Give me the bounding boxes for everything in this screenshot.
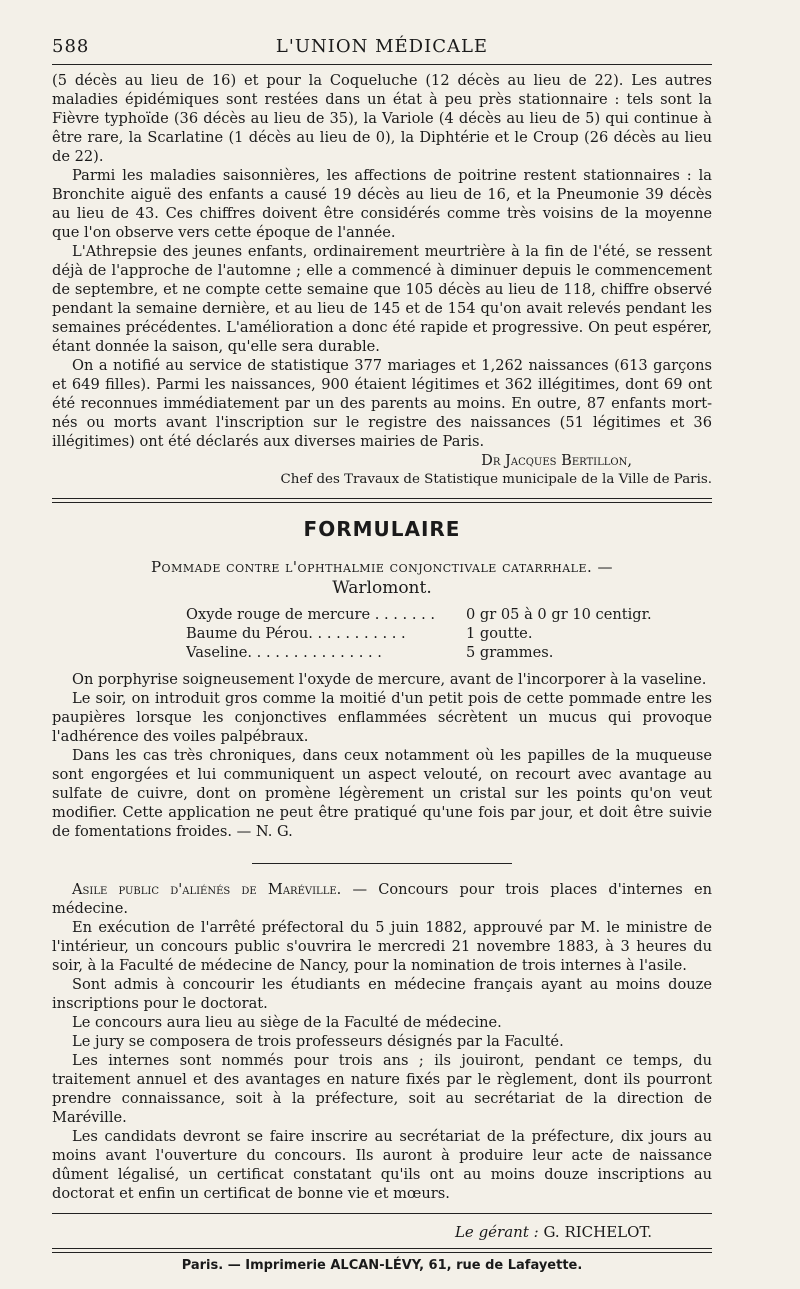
ingredient-quantity: 0 gr 05 à 0 gr 10 centigr.: [466, 606, 652, 623]
formulaire-section: [52, 517, 712, 841]
ingredient-row: [186, 624, 712, 643]
printer-imprint: Paris. — Imprimerie ALCAN-LÉVY, 61, rue de Lafayette.: [181, 1258, 583, 1273]
gerant-name: G. RICHELOT.: [538, 1223, 652, 1241]
report-paragraph: On a notifié au service de statistique 377 mariages et 1,262 naissances (613 garçons et 649 filles). Parmi les naissances, 900 étaient légitimes et 362 illégitimes, dont 69 ont été reconnues immédiatement par un des parents au moins. En outre, 87 enfants mort-nés ou morts avant l'inscription sur le registre des naissances (51 légitimes et 36 illégitimes) ont été déclarés aux diverses mairies de Paris.: [52, 357, 712, 450]
ingredient-row: [186, 643, 712, 662]
report-paragraph: Parmi les maladies saisonnières, les affections de poitrine restent stationnaires : la Bronchite aiguë des enfants a causé 19 décès au lieu de 16, et la Pneumonie 39 décès au lieu de 43. Ces chiffres doivent être considérés comme très voisins de la moyenne que l'on observe vers cette époque de l'année.: [52, 167, 712, 241]
formulaire-paragraph: On porphyrise soigneusement l'oxyde de mercure, avant de l'incorporer à la vaseline.: [72, 671, 707, 688]
section-double-rule: [52, 498, 712, 503]
concours-heading-institution: Asile public d'aliénés de Maréville.: [72, 881, 342, 898]
footer-double-rule: [52, 1248, 712, 1253]
page-header: [52, 30, 712, 60]
footer-rule: [52, 1213, 712, 1214]
ingredient-list: [186, 605, 712, 662]
ingredient-name: Oxyde rouge de mercure . . . . . . .: [186, 606, 436, 623]
ingredient-row: [186, 605, 712, 624]
gerant-label: Le gérant :: [454, 1223, 539, 1241]
concours-paragraph: Le concours aura lieu au siège de la Faculté de médecine.: [72, 1014, 502, 1031]
report-paragraph: L'Athrepsie des jeunes enfants, ordinairement meurtrière à la fin de l'été, se ressent déjà de l'approche de l'automne ; elle a commencé à diminuer depuis le commencement de septembre, et ne compte cette semaine que 105 décès au lieu de 118, chiffre observé pendant la semaine dernière, et au lieu de 145 et de 154 qu'on avait relevés pendant les semaines précédentes. L'amélioration a donc été rapide et progressive. On peut espérer, étant donnée la saison, qu'elle sera durable.: [52, 243, 712, 355]
gerant-line: [52, 1222, 712, 1242]
ingredient-name: Baume du Pérou. . . . . . . . . . .: [186, 625, 406, 642]
report-paragraph: (5 décès au lieu de 16) et pour la Coqueluche (12 décès au lieu de 22). Les autres maladies épidémiques sont restées dans un état à peu près stationnaire : tels sont la Fièvre typhoïde (36 décès au lieu de 35), la Variole (4 décès au lieu de 5) qui continue à être rare, la Scarlatine (1 décès au lieu de 0), la Diphtérie et le Croup (26 décès au lieu de 22).: [52, 72, 712, 165]
concours-paragraph: Les candidats devront se faire inscrire au secrétariat de la préfecture, dix jours au moins avant l'ouverture du concours. Ils auront à produire leur acte de naissance dûment légalisé, un certificat constatant qu'ils ont au moins douze inscriptions au doctorat et enfin un certificat de bonne vie et mœurs.: [52, 1128, 712, 1202]
ingredient-quantity: 1 goutte.: [466, 625, 533, 642]
statistics-report: [52, 71, 712, 490]
ingredient-quantity: 5 grammes.: [466, 644, 554, 661]
formulaire-paragraph: Dans les cas très chroniques, dans ceux notamment où les papilles de la muqueuse sont engorgées et lui communiquent un aspect velouté, on recourt avec avantage au sulfate de cuivre, dont on promène légèrement un cristal sur les points qu'on veut modifier. Cette application ne peut être pratiqué qu'une fois par jour, et doit être suivie de fomentations froides. — N. G.: [52, 747, 712, 840]
ingredient-name: Vaseline. . . . . . . . . . . . . . .: [186, 644, 382, 661]
recipe-author: Warlomont.: [332, 578, 432, 598]
formulaire-paragraph: Le soir, on introduit gros comme la moitié d'un petit pois de cette pommade entre les paupières lorsque les conjonctives enflammées sécrètent un mucus qui provoque l'adhérence des voiles palpébraux.: [52, 690, 712, 745]
signature-title: Chef des Travaux de Statistique municipale de la Ville de Paris.: [280, 472, 712, 487]
concours-paragraph: Sont admis à concourir les étudiants en médecine français ayant au moins douze inscriptions pour le doctorat.: [52, 976, 712, 1012]
concours-heading-text: — Concours pour trois places d'internes en médecine.: [52, 881, 712, 917]
concours-paragraph: En exécution de l'arrêté préfectoral du 5 juin 1882, approuvé par M. le ministre de l'intérieur, un concours public s'ouvrira le mercredi 21 novembre 1883, à 3 heures du soir, à la Faculté de médecine de Nancy, pour la nomination de trois internes à l'asile.: [52, 919, 712, 974]
section-short-rule: [252, 863, 512, 864]
formulaire-heading: FORMULAIRE: [303, 517, 461, 541]
page-number: 588: [52, 36, 90, 57]
recipe-title: Pommade contre l'ophthalmie conjonctivale catarrhale. —: [150, 558, 614, 576]
signature-name: Dr Jacques Bertillon,: [481, 452, 632, 469]
journal-title: L'UNION MÉDICALE: [275, 36, 489, 57]
concours-heading: [52, 880, 712, 918]
concours-paragraph: Le jury se composera de trois professeurs désignés par la Faculté.: [72, 1033, 564, 1050]
concours-notice: [52, 880, 712, 1203]
concours-paragraph: Les internes sont nommés pour trois ans ; ils jouiront, pendant ce temps, du traitement annuel et des avantages en nature fixés par le règlement, dont ils pourront prendre connaissance, soit à la préfecture, soit au secrétariat de la direction de Maréville.: [52, 1052, 712, 1126]
header-rule: [52, 64, 712, 65]
